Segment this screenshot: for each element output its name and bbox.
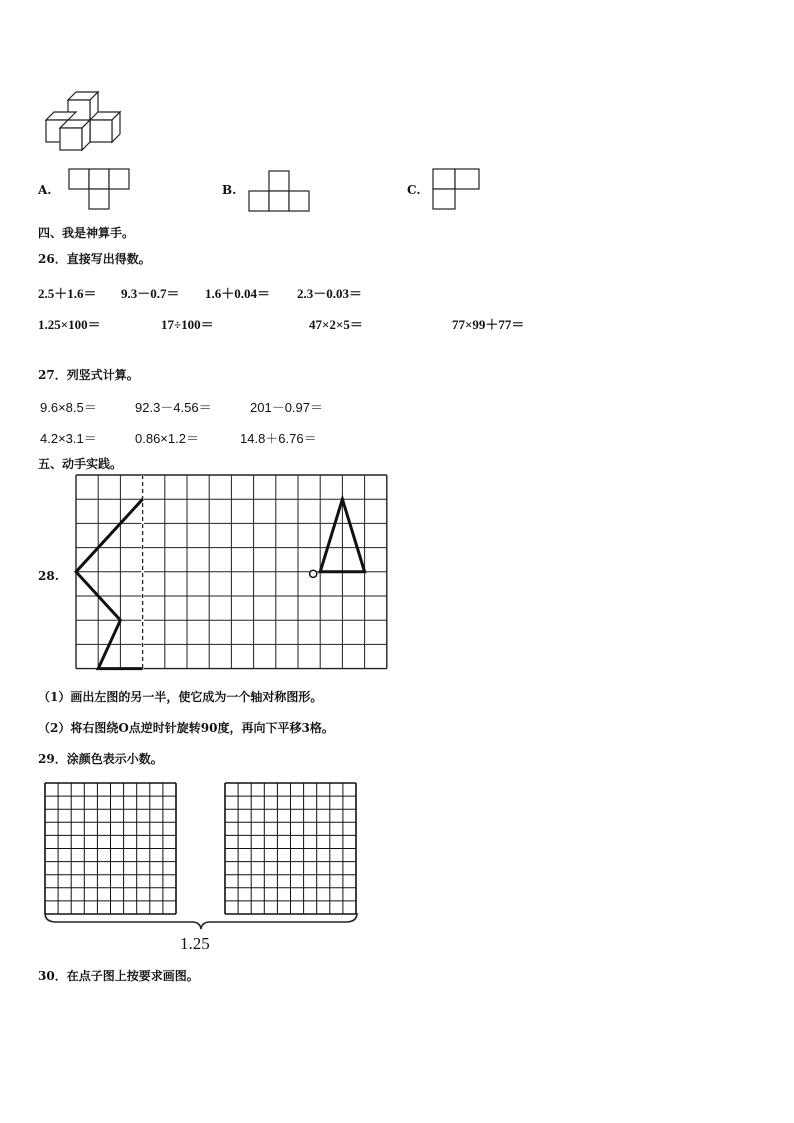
cube-stack-figure — [44, 90, 124, 152]
hundred-grid-left — [44, 782, 178, 914]
section4-title: 四、我是神算手。 — [38, 226, 135, 240]
q26-item-1: 2.5＋1.6＝ — [38, 286, 97, 301]
option-b-figure — [248, 170, 312, 212]
q30-title: 30．在点子图上按要求画图。 — [38, 969, 199, 983]
brace — [44, 912, 358, 930]
q27-item-4: 4.2×3.1＝ — [40, 431, 97, 446]
q26-item-4: 2.3－0.03＝ — [297, 286, 363, 301]
q29-title: 29．涂颜色表示小数。 — [38, 752, 163, 766]
section5-title: 五、动手实践。 — [38, 457, 123, 471]
q26-item-2: 9.3－0.7＝ — [121, 286, 180, 301]
option-c-figure — [432, 168, 484, 212]
q28-sub2: （2）将右图绕O点逆时针旋转90度，再向下平移3格。 — [38, 721, 334, 735]
option-b-label: B. — [222, 183, 237, 197]
q26-item-6: 17÷100＝ — [161, 317, 214, 332]
q27-item-1: 9.6×8.5＝ — [40, 400, 97, 415]
q27-item-6: 14.8＋6.76＝ — [240, 431, 317, 446]
hundred-grid-right — [224, 782, 358, 914]
q28-sub1: （1）画出左图的另一半，使它成为一个轴对称图形。 — [38, 690, 323, 704]
q26-item-3: 1.6＋0.04＝ — [205, 286, 271, 301]
q28-number: 28. — [38, 569, 59, 583]
q29-decimal-value: 1.25 — [180, 934, 210, 953]
point-o — [310, 570, 317, 577]
q26-title: 26．直接写出得数。 — [38, 252, 151, 266]
q26-item-8: 77×99＋77＝ — [452, 317, 525, 332]
q27-item-5: 0.86×1.2＝ — [135, 431, 199, 446]
q26-item-5: 1.25×100＝ — [38, 317, 101, 332]
left-half-shape — [76, 499, 143, 668]
q27-item-3: 201－0.97＝ — [250, 400, 323, 415]
option-a-figure — [68, 168, 132, 212]
option-a-label: A. — [38, 183, 52, 197]
q28-grid-figure — [75, 474, 388, 672]
q27-title: 27．列竖式计算。 — [38, 368, 139, 382]
option-c-label: C. — [407, 183, 421, 197]
q26-item-7: 47×2×5＝ — [309, 317, 363, 332]
q27-item-2: 92.3－4.56＝ — [135, 400, 212, 415]
